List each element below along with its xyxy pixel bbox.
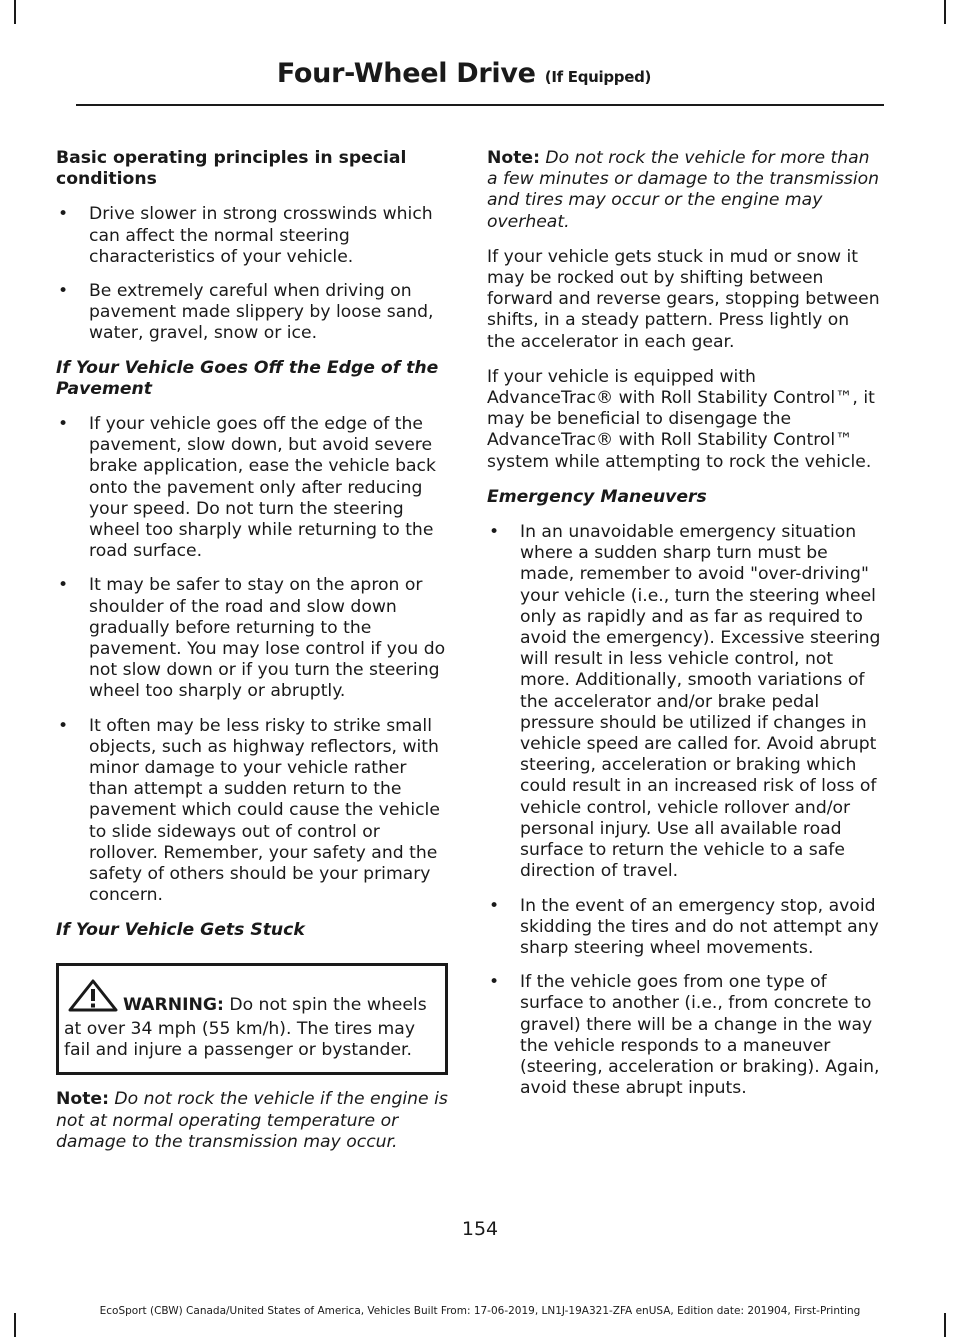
note-text: Do not rock the vehicle for more than a few minutes or damage to the transmission and tires may occur or the engine may overheat. <box>487 148 880 232</box>
left-column <box>56 148 448 1167</box>
section-heading: If Your Vehicle Gets Stuck <box>56 919 305 940</box>
section-heading: If Your Vehicle Goes Off the Edge of the Pavement <box>56 357 439 399</box>
right-column <box>487 148 882 1112</box>
list-item: • If the vehicle goes from one type of surface to another (i.e., from concrete to gravel) there will be a change in the way the vehicle responds to a maneuver (steering, acceleration or braking). Again, avoid these abrupt inputs. <box>487 972 882 1099</box>
crop-mark-top-right <box>944 0 946 24</box>
warning-triangle-icon <box>67 979 119 1019</box>
note <box>56 1089 448 1153</box>
list-item: • In an unavoidable emergency situation where a sudden sharp turn must be made, remember to avoid "over-driving" your vehicle (i.e., turn the steering wheel only as rapidly and as far as required to avoid the emergency). Excessive steering will result in less vehicle control, not more. Additionally, smooth variations of the accelerator and/or brake pedal pressure should be utilized if changes in vehicle speed are called for. Avoid abrupt steering, acceleration or braking which could result in an increased risk of loss of vehicle control, vehicle rollover and/or personal injury. Use all available road surface to return the vehicle to a safe direction of travel. <box>487 522 882 882</box>
footer-text: EcoSport (CBW) Canada/United States of America, Vehicles Built From: 17-06-2019, LN1J-19A321-ZFA enUSA, Edition date: 201904, First-Printing <box>99 1305 861 1317</box>
warning-label: WARNING: <box>123 994 224 1015</box>
bullet-list <box>487 522 882 1099</box>
note-text: Do not rock the vehicle if the engine is not at normal operating temperature or damage to the transmission may occur. <box>56 1089 448 1152</box>
list-item: • Be extremely careful when driving on pavement made slippery by loose sand, water, gravel, snow or ice. <box>56 281 448 345</box>
chapter-subtitle: (If Equipped) <box>544 68 652 86</box>
crop-mark-bottom-left <box>14 1313 16 1337</box>
bullet-list <box>56 414 448 906</box>
list-item: • Drive slower in strong crosswinds which can affect the normal steering characteristics of your vehicle. <box>56 204 448 268</box>
note-label: Note: <box>487 148 540 168</box>
chapter-title: Four-Wheel Drive <box>276 58 536 89</box>
list-item: • It may be safer to stay on the apron or shoulder of the road and slow down gradually before returning to the pavement. You may lose control if you do not slow down or if you turn the steering wheel too sharply or abruptly. <box>56 575 448 702</box>
section-heading: Emergency Maneuvers <box>487 486 707 507</box>
list-item: • It often may be less risky to strike small objects, such as highway reflectors, with minor damage to your vehicle rather than attempt a sudden return to the pavement which could cause the vehicle to slide sideways out of control or rollover. Remember, your safety and the safety of others should be your primary concern. <box>56 716 448 907</box>
list-item: • In the event of an emergency stop, avoid skidding the tires and do not attempt any sharp steering wheel movements. <box>487 896 882 960</box>
header-rule <box>76 104 884 106</box>
warning-text: Do not spin the wheels at over 34 mph (55 km/h). The tires may fail and injure a passenger or bystander. <box>64 994 427 1061</box>
crop-mark-top-left <box>14 0 16 24</box>
crop-mark-bottom-right <box>944 1313 946 1337</box>
section-heading: Basic operating principles in special conditions <box>56 148 407 190</box>
note-label: Note: <box>56 1089 109 1110</box>
paragraph: If your vehicle gets stuck in mud or snow it may be rocked out by shifting between forward and reverse gears, stopping between shifts, in a steady pattern. Press lightly on the accelerator in each gear. <box>487 246 880 352</box>
note <box>487 148 882 233</box>
page-number: 154 <box>461 1218 499 1240</box>
bullet-list <box>56 204 448 344</box>
paragraph: If your vehicle is equipped with AdvanceTrac® with Roll Stability Control™, it may be beneficial to disengage the AdvanceTrac® with Roll Stability Control™ system while attempting to rock the vehicle. <box>487 366 875 472</box>
warning-box <box>56 963 448 1076</box>
page-title <box>264 58 664 89</box>
list-item: • If your vehicle goes off the edge of the pavement, slow down, but avoid severe brake application, ease the vehicle back onto the pavement only after reducing your speed. Do not turn the steering wheel too sharply while returning to the road surface. <box>56 414 448 562</box>
